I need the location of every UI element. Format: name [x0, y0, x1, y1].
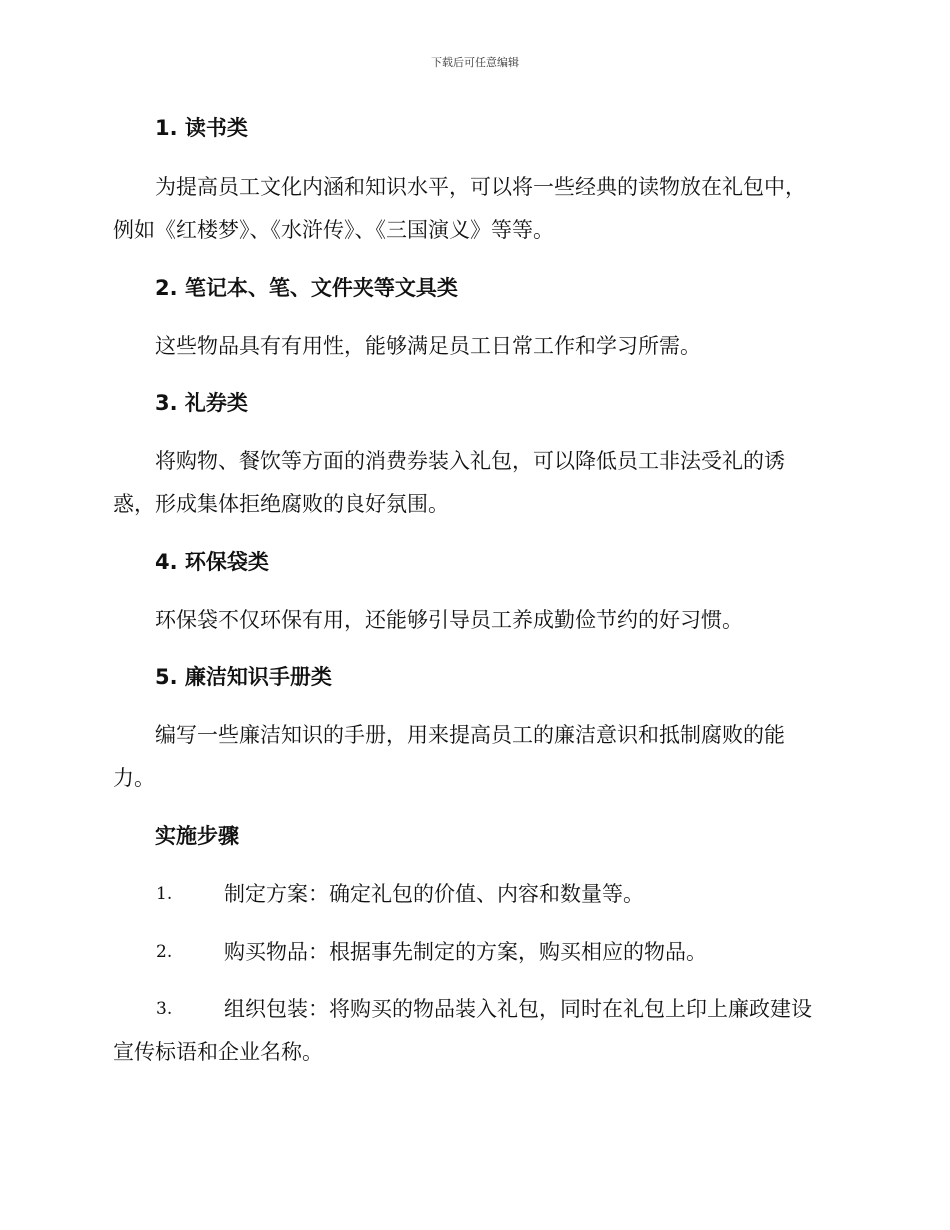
- section-paragraph-handbook: [113, 714, 838, 800]
- section-paragraph-reading: [113, 166, 838, 252]
- section-paragraph-vouchers: [113, 440, 838, 526]
- steps-heading: 实施步骤: [155, 824, 239, 848]
- step-item-3: [113, 988, 838, 1074]
- step-line: 购买物品：根据事先制定的方案，购买相应的物品。: [224, 940, 707, 964]
- step-line: 制定方案：确定礼包的价值、内容和数量等。: [224, 882, 644, 906]
- step-number: 2.: [156, 942, 173, 962]
- step-line: 组织包装：将购买的物品装入礼包，同时在礼包上印上廉政建设: [224, 997, 812, 1021]
- section-paragraph-stationery: [113, 325, 838, 368]
- section-heading-handbook: 5. 廉洁知识手册类: [155, 665, 332, 689]
- paragraph-line: 为提高员工文化内涵和知识水平，可以将一些经典的读物放在礼包中，: [155, 175, 806, 199]
- section-heading-reading: 1. 读书类: [155, 116, 248, 140]
- paragraph-line: 惑，形成集体拒绝腐败的良好氛围。: [113, 492, 449, 516]
- step-number: 1.: [156, 884, 173, 904]
- section-heading-eco-bag: 4. 环保袋类: [155, 550, 269, 574]
- paragraph-line: 这些物品具有有用性，能够满足员工日常工作和学习所需。: [155, 334, 701, 358]
- section-heading-stationery: 2. 笔记本、笔、文件夹等文具类: [155, 276, 458, 300]
- paragraph-line: 将购物、餐饮等方面的消费券装入礼包，可以降低员工非法受礼的诱: [155, 449, 785, 473]
- step-item-1: [113, 873, 838, 916]
- section-paragraph-eco-bag: [113, 599, 838, 642]
- paragraph-line: 例如《红楼梦》、《水浒传》、《三国演义》等等。: [113, 218, 554, 242]
- section-heading-vouchers: 3. 礼券类: [155, 391, 248, 415]
- paragraph-line: 力。: [113, 766, 155, 790]
- step-item-2: [113, 931, 838, 974]
- step-number: 3.: [156, 999, 173, 1019]
- header-note: 下载后可任意编辑: [431, 56, 519, 69]
- paragraph-line: 编写一些廉洁知识的手册，用来提高员工的廉洁意识和抵制腐败的能: [155, 723, 785, 747]
- step-line: 宣传标语和企业名称。: [113, 1040, 323, 1064]
- paragraph-line: 环保袋不仅环保有用，还能够引导员工养成勤俭节约的好习惯。: [155, 608, 743, 632]
